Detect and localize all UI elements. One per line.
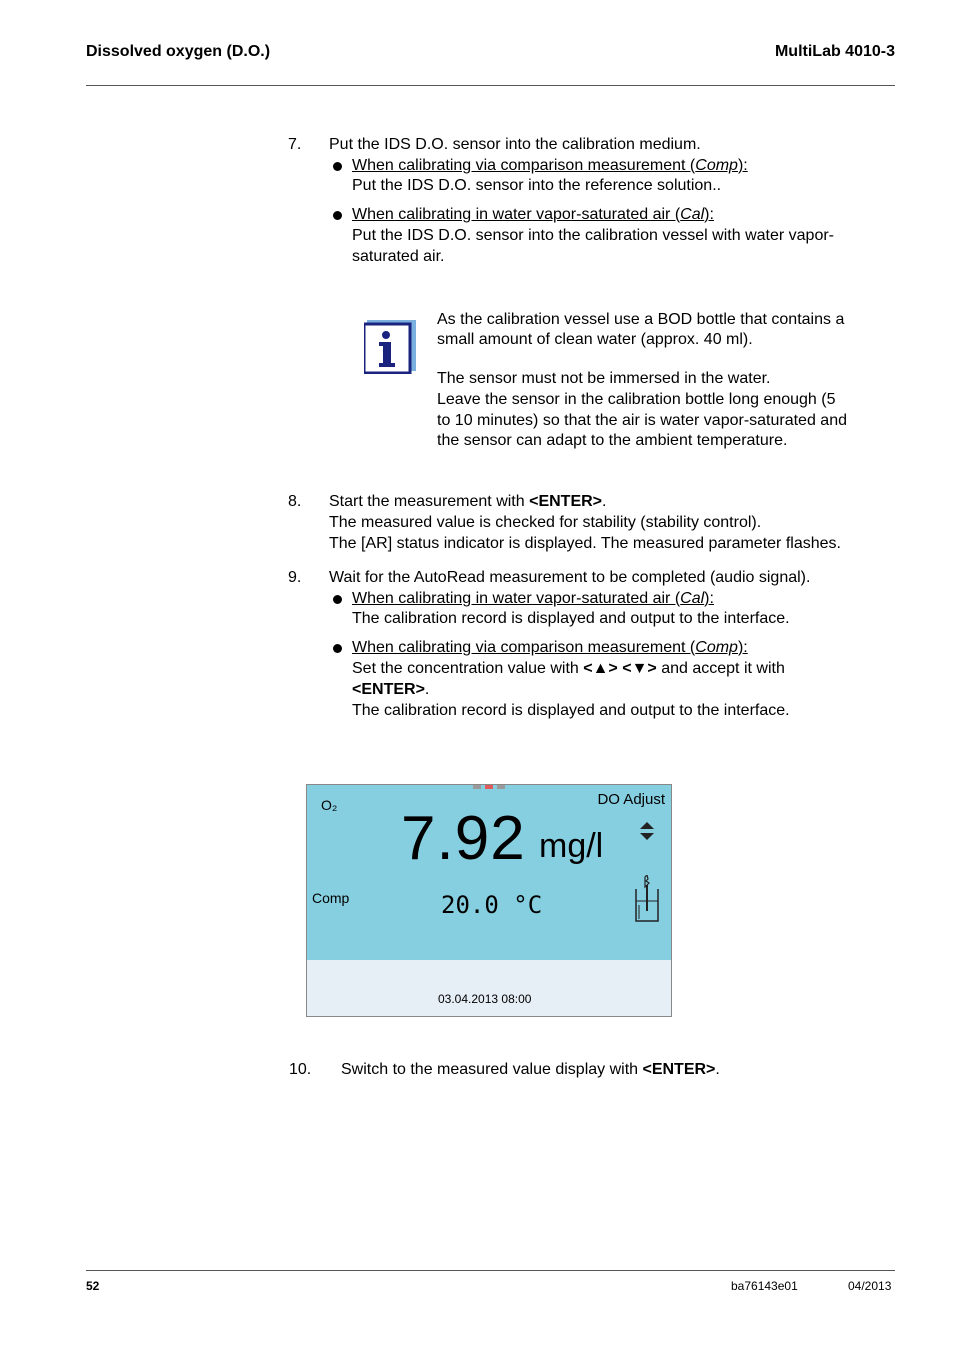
info-icon	[364, 320, 416, 374]
document-date: 04/2013	[848, 1279, 892, 1293]
bullet-heading: When calibrating in water vapor-saturated air (Cal):	[352, 590, 714, 607]
note-text: Leave the sensor in the calibration bottle long enough (5	[437, 391, 836, 408]
note-text: small amount of clean water (approx. 40 ml).	[437, 331, 753, 348]
note-text: to 10 minutes) so that the air is water vapor-saturated and	[437, 412, 847, 429]
step-text: Switch to the measured value display with <ENTER>.	[341, 1061, 720, 1078]
bullet	[333, 595, 342, 604]
step-text: The measured value is checked for stability (stability control).	[329, 514, 762, 531]
bullet	[333, 211, 342, 220]
note-text: As the calibration vessel use a BOD bottle that contains a	[437, 311, 845, 328]
document-id: ba76143e01	[731, 1279, 798, 1293]
header-chapter-title: Dissolved oxygen (D.O.)	[86, 43, 271, 60]
bullet-heading: When calibrating via comparison measurement (Comp):	[352, 639, 748, 656]
bullet-text: Set the concentration value with <▲> <▼> and accept it with	[352, 660, 785, 677]
bullet-heading: When calibrating via comparison measurement (Comp):	[352, 157, 748, 174]
header-product-name: MultiLab 4010-3	[774, 43, 895, 60]
mode-label: DO Adjust	[597, 791, 665, 808]
meter-display: O₂ DO Adjust 7.92 mg/l Comp 20.0 °C 03.04.2013 08:00	[306, 784, 672, 1017]
step-text: The [AR] status indicator is displayed. The measured parameter flashes.	[329, 535, 841, 552]
up-down-arrows-icon	[639, 821, 655, 841]
beaker-sensor-icon	[633, 875, 661, 925]
step-text: Wait for the AutoRead measurement to be completed (audio signal).	[329, 569, 811, 586]
bullet	[333, 644, 342, 653]
step-number: 8.	[288, 493, 302, 510]
bullet-text: The calibration record is displayed and output to the interface.	[352, 702, 790, 719]
bullet-text: Put the IDS D.O. sensor into the reference solution..	[352, 177, 722, 194]
note-text: The sensor must not be immersed in the water.	[437, 370, 771, 387]
bullet-heading: When calibrating in water vapor-saturated air (Cal):	[352, 206, 714, 223]
temperature-value: 20.0 °C	[441, 891, 543, 919]
bullet-text: The calibration record is displayed and output to the interface.	[352, 610, 790, 627]
header-rule	[86, 85, 895, 86]
calibration-method-label: Comp	[312, 890, 350, 906]
bullet-text: Put the IDS D.O. sensor into the calibration vessel with water vapor-	[352, 227, 834, 244]
bullet-text: saturated air.	[352, 248, 445, 265]
note-text: the sensor can adapt to the ambient temperature.	[437, 432, 788, 449]
bullet-text: <ENTER>.	[352, 681, 430, 698]
step-number: 7.	[288, 136, 302, 153]
bullet	[333, 162, 342, 171]
page-number: 52	[86, 1279, 100, 1293]
display-measurement-area	[307, 785, 671, 960]
step-number: 10.	[289, 1061, 312, 1078]
step-text: Start the measurement with <ENTER>.	[329, 493, 607, 510]
measured-unit: mg/l	[539, 827, 604, 865]
parameter-label: O₂	[321, 797, 338, 813]
footer-rule	[86, 1270, 895, 1271]
measured-value: 7.92	[401, 804, 526, 873]
step-number: 9.	[288, 569, 302, 586]
step-text: Put the IDS D.O. sensor into the calibration medium.	[329, 136, 701, 153]
status-dots-icon	[473, 785, 507, 789]
